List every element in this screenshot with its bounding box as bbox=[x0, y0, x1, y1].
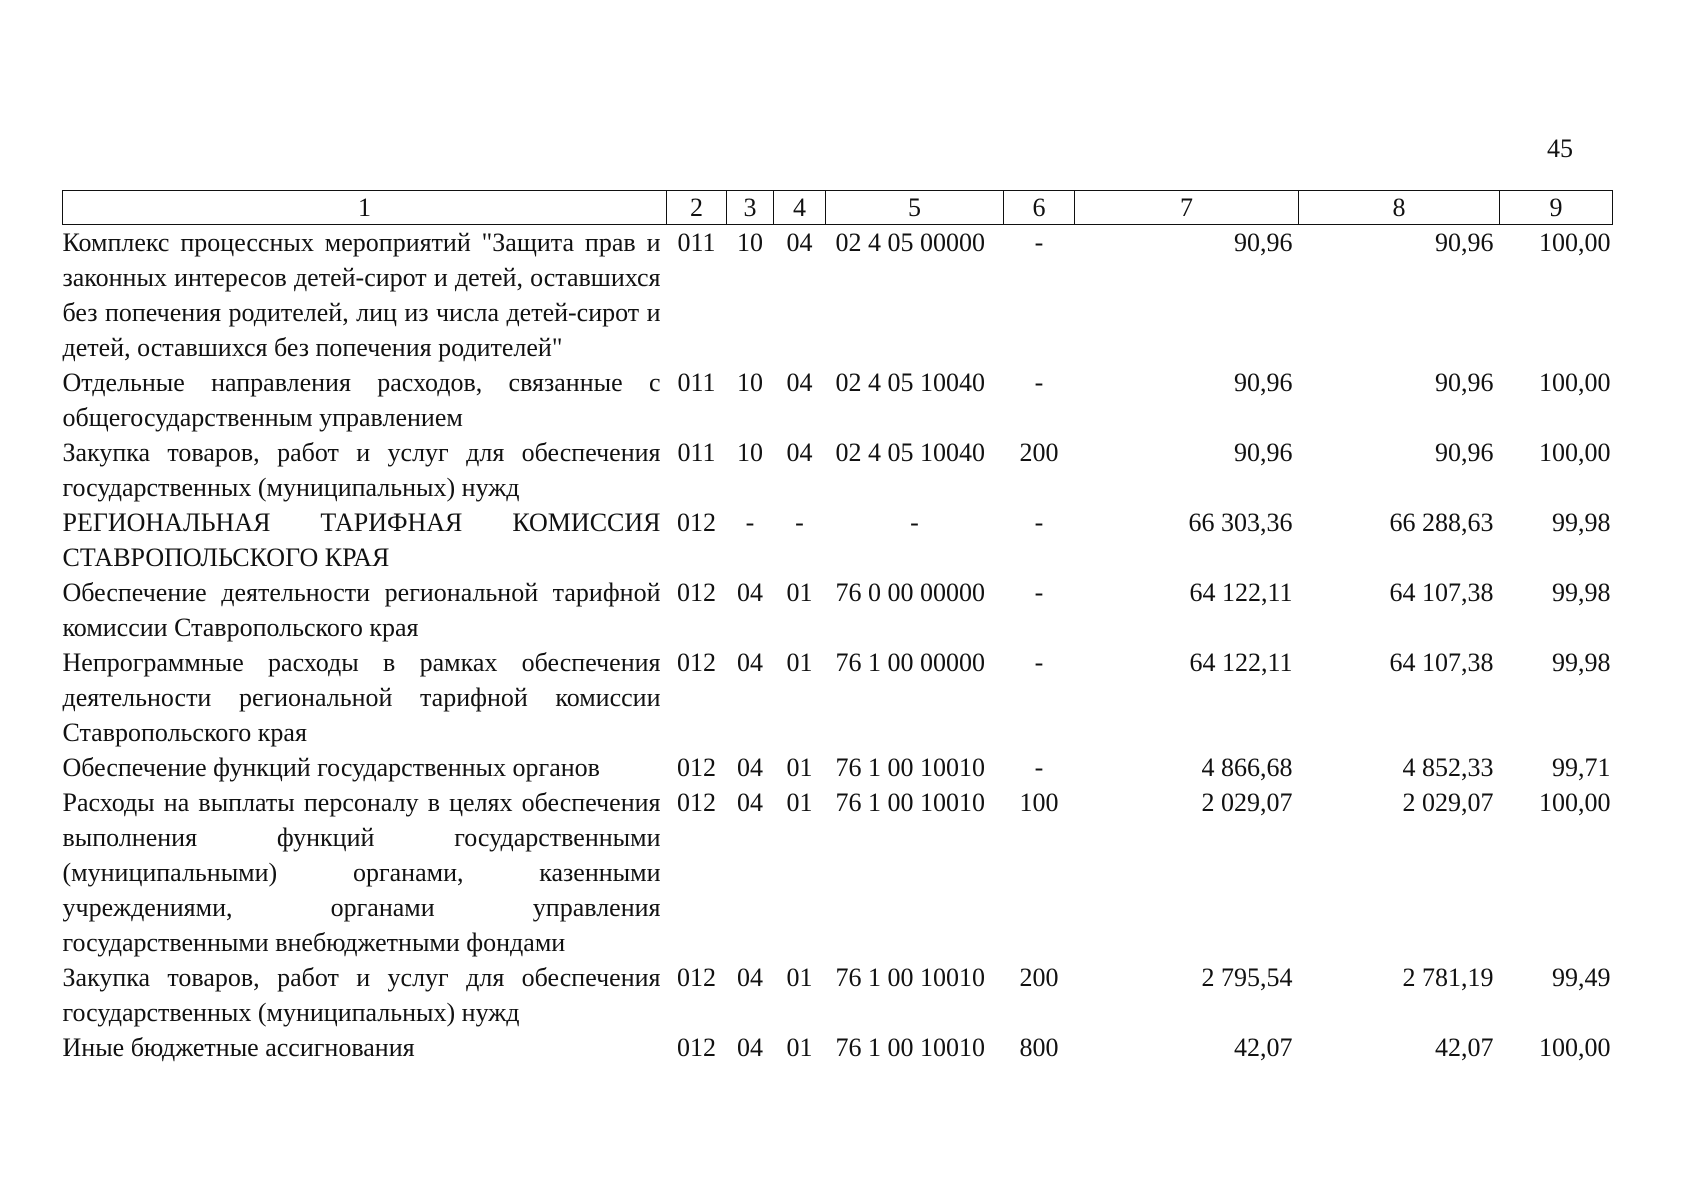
planned-amount-cell: 42,07 bbox=[1234, 1033, 1293, 1062]
subsection-code-cell: 01 bbox=[786, 788, 813, 817]
planned-amount-cell: 64 122,11 bbox=[1189, 578, 1293, 607]
section-code-cell: 04 bbox=[737, 1033, 763, 1062]
target-article-cell: 02 4 05 10040 bbox=[835, 438, 985, 467]
executed-amount-cell: 64 107,38 bbox=[1389, 578, 1494, 607]
expense-name-cell: Обеспечение функций государственных органов bbox=[62, 753, 600, 782]
section-code-cell: 04 bbox=[737, 648, 763, 677]
planned-amount-cell: 4 866,68 bbox=[1201, 753, 1293, 782]
section-code-cell: 10 bbox=[737, 438, 763, 467]
execution-percent-cell: 99,98 bbox=[1552, 578, 1611, 607]
expense-name-cell: РЕГИОНАЛЬНАЯ ТАРИФНАЯ КОМИССИЯ СТАВРОПОЛЬСКОГО КРАЯ bbox=[62, 508, 661, 572]
expense-type-cell: - bbox=[1034, 228, 1044, 257]
expense-type-cell: - bbox=[1034, 753, 1044, 782]
expense-type-cell: - bbox=[1034, 578, 1044, 607]
planned-amount-cell: 2 029,07 bbox=[1201, 788, 1293, 817]
target-article-cell: 76 1 00 00000 bbox=[835, 648, 985, 677]
planned-amount-cell: 90,96 bbox=[1234, 228, 1293, 257]
executed-amount-cell: 4 852,33 bbox=[1402, 753, 1494, 782]
ministry-code-cell: 012 bbox=[677, 508, 716, 537]
expense-type-cell: 200 bbox=[1019, 438, 1059, 467]
table-row bbox=[63, 1030, 1613, 1065]
planned-amount-cell: 2 795,54 bbox=[1201, 963, 1293, 992]
expense-type-cell: 800 bbox=[1019, 1033, 1059, 1062]
expense-type-cell: 200 bbox=[1019, 963, 1059, 992]
executed-amount-cell: 66 288,63 bbox=[1389, 508, 1494, 537]
column-header-5: 5 bbox=[826, 191, 1004, 225]
column-header-9: 9 bbox=[1500, 191, 1613, 225]
planned-amount-cell: 90,96 bbox=[1234, 368, 1293, 397]
target-article-cell: - bbox=[910, 508, 919, 537]
ministry-code-cell: 012 bbox=[677, 578, 716, 607]
page-number: 45 bbox=[1547, 134, 1573, 163]
execution-percent-cell: 100,00 bbox=[1539, 368, 1611, 397]
column-header-6: 6 bbox=[1004, 191, 1075, 225]
section-code-cell: 04 bbox=[737, 788, 763, 817]
executed-amount-cell: 42,07 bbox=[1435, 1033, 1494, 1062]
section-code-cell: - bbox=[745, 508, 755, 537]
subsection-code-cell: - bbox=[795, 508, 804, 537]
executed-amount-cell: 2 781,19 bbox=[1402, 963, 1494, 992]
subsection-code-cell: 01 bbox=[786, 648, 813, 677]
expense-type-cell: - bbox=[1034, 648, 1044, 677]
table-row bbox=[63, 785, 1613, 960]
executed-amount-cell: 64 107,38 bbox=[1389, 648, 1494, 677]
column-header-7: 7 bbox=[1075, 191, 1299, 225]
table-row bbox=[63, 960, 1613, 1030]
ministry-code-cell: 011 bbox=[677, 438, 716, 467]
table-row bbox=[63, 750, 1613, 785]
table-row bbox=[63, 575, 1613, 645]
ministry-code-cell: 011 bbox=[677, 228, 716, 257]
subsection-code-cell: 04 bbox=[786, 228, 813, 257]
target-article-cell: 76 1 00 10010 bbox=[835, 788, 985, 817]
ministry-code-cell: 012 bbox=[677, 963, 716, 992]
expense-name-cell: Расходы на выплаты персоналу в целях обеспечения выполнения функций государственными (муниципальными) органами, казенными учреждениями, органами управления государственными внебюджетными фондами bbox=[62, 788, 661, 957]
target-article-cell: 76 1 00 10010 bbox=[835, 1033, 985, 1062]
execution-percent-cell: 100,00 bbox=[1539, 438, 1611, 467]
budget-execution-table bbox=[62, 190, 1613, 1065]
table-row bbox=[63, 505, 1613, 575]
executed-amount-cell: 90,96 bbox=[1435, 438, 1494, 467]
subsection-code-cell: 04 bbox=[786, 438, 813, 467]
section-code-cell: 04 bbox=[737, 963, 763, 992]
section-code-cell: 04 bbox=[737, 753, 763, 782]
column-header-3: 3 bbox=[727, 191, 774, 225]
column-number-header-row bbox=[63, 191, 1613, 225]
ministry-code-cell: 012 bbox=[677, 648, 716, 677]
expense-name-cell: Отдельные направления расходов, связанные с общегосударственным управлением bbox=[62, 368, 661, 432]
expense-type-cell: - bbox=[1034, 368, 1044, 397]
ministry-code-cell: 012 bbox=[677, 788, 716, 817]
execution-percent-cell: 100,00 bbox=[1539, 788, 1611, 817]
planned-amount-cell: 90,96 bbox=[1234, 438, 1293, 467]
planned-amount-cell: 66 303,36 bbox=[1188, 508, 1293, 537]
section-code-cell: 10 bbox=[737, 368, 763, 397]
column-header-8: 8 bbox=[1299, 191, 1500, 225]
section-code-cell: 04 bbox=[737, 578, 763, 607]
column-header-2: 2 bbox=[667, 191, 727, 225]
table-row bbox=[63, 365, 1613, 435]
column-header-4: 4 bbox=[774, 191, 826, 225]
executed-amount-cell: 90,96 bbox=[1435, 228, 1494, 257]
table-row bbox=[63, 435, 1613, 505]
table-row bbox=[63, 225, 1613, 366]
executed-amount-cell: 90,96 bbox=[1435, 368, 1494, 397]
expense-name-cell: Комплекс процессных мероприятий "Защита прав и законных интересов детей-сирот и детей, оставшихся без попечения родителей, лиц из числа детей-сирот и детей, оставшихся без попечения родителей" bbox=[62, 228, 661, 362]
subsection-code-cell: 04 bbox=[786, 368, 813, 397]
execution-percent-cell: 99,98 bbox=[1552, 648, 1611, 677]
subsection-code-cell: 01 bbox=[786, 753, 813, 782]
execution-percent-cell: 100,00 bbox=[1539, 1033, 1611, 1062]
expense-name-cell: Иные бюджетные ассигнования bbox=[62, 1033, 415, 1062]
planned-amount-cell: 64 122,11 bbox=[1189, 648, 1293, 677]
table-row bbox=[63, 645, 1613, 750]
subsection-code-cell: 01 bbox=[786, 578, 813, 607]
expense-name-cell: Непрограммные расходы в рамках обеспечения деятельности региональной тарифной комиссии Ставропольского края bbox=[62, 648, 661, 747]
expense-name-cell: Обеспечение деятельности региональной тарифной комиссии Ставропольского края bbox=[62, 578, 661, 642]
expense-type-cell: - bbox=[1034, 508, 1044, 537]
target-article-cell: 76 1 00 10010 bbox=[835, 753, 985, 782]
expense-type-cell: 100 bbox=[1019, 788, 1059, 817]
target-article-cell: 76 0 00 00000 bbox=[835, 578, 985, 607]
execution-percent-cell: 100,00 bbox=[1539, 228, 1611, 257]
ministry-code-cell: 011 bbox=[677, 368, 716, 397]
target-article-cell: 02 4 05 00000 bbox=[835, 228, 985, 257]
execution-percent-cell: 99,71 bbox=[1552, 753, 1611, 782]
target-article-cell: 76 1 00 10010 bbox=[835, 963, 985, 992]
expense-name-cell: Закупка товаров, работ и услуг для обеспечения государственных (муниципальных) нужд bbox=[62, 963, 661, 1027]
column-header-1: 1 bbox=[63, 191, 667, 225]
ministry-code-cell: 012 bbox=[677, 753, 716, 782]
ministry-code-cell: 012 bbox=[677, 1033, 716, 1062]
executed-amount-cell: 2 029,07 bbox=[1402, 788, 1494, 817]
subsection-code-cell: 01 bbox=[786, 1033, 813, 1062]
target-article-cell: 02 4 05 10040 bbox=[835, 368, 985, 397]
expense-name-cell: Закупка товаров, работ и услуг для обеспечения государственных (муниципальных) нужд bbox=[62, 438, 661, 502]
execution-percent-cell: 99,49 bbox=[1552, 963, 1611, 992]
section-code-cell: 10 bbox=[737, 228, 763, 257]
subsection-code-cell: 01 bbox=[786, 963, 813, 992]
execution-percent-cell: 99,98 bbox=[1552, 508, 1611, 537]
